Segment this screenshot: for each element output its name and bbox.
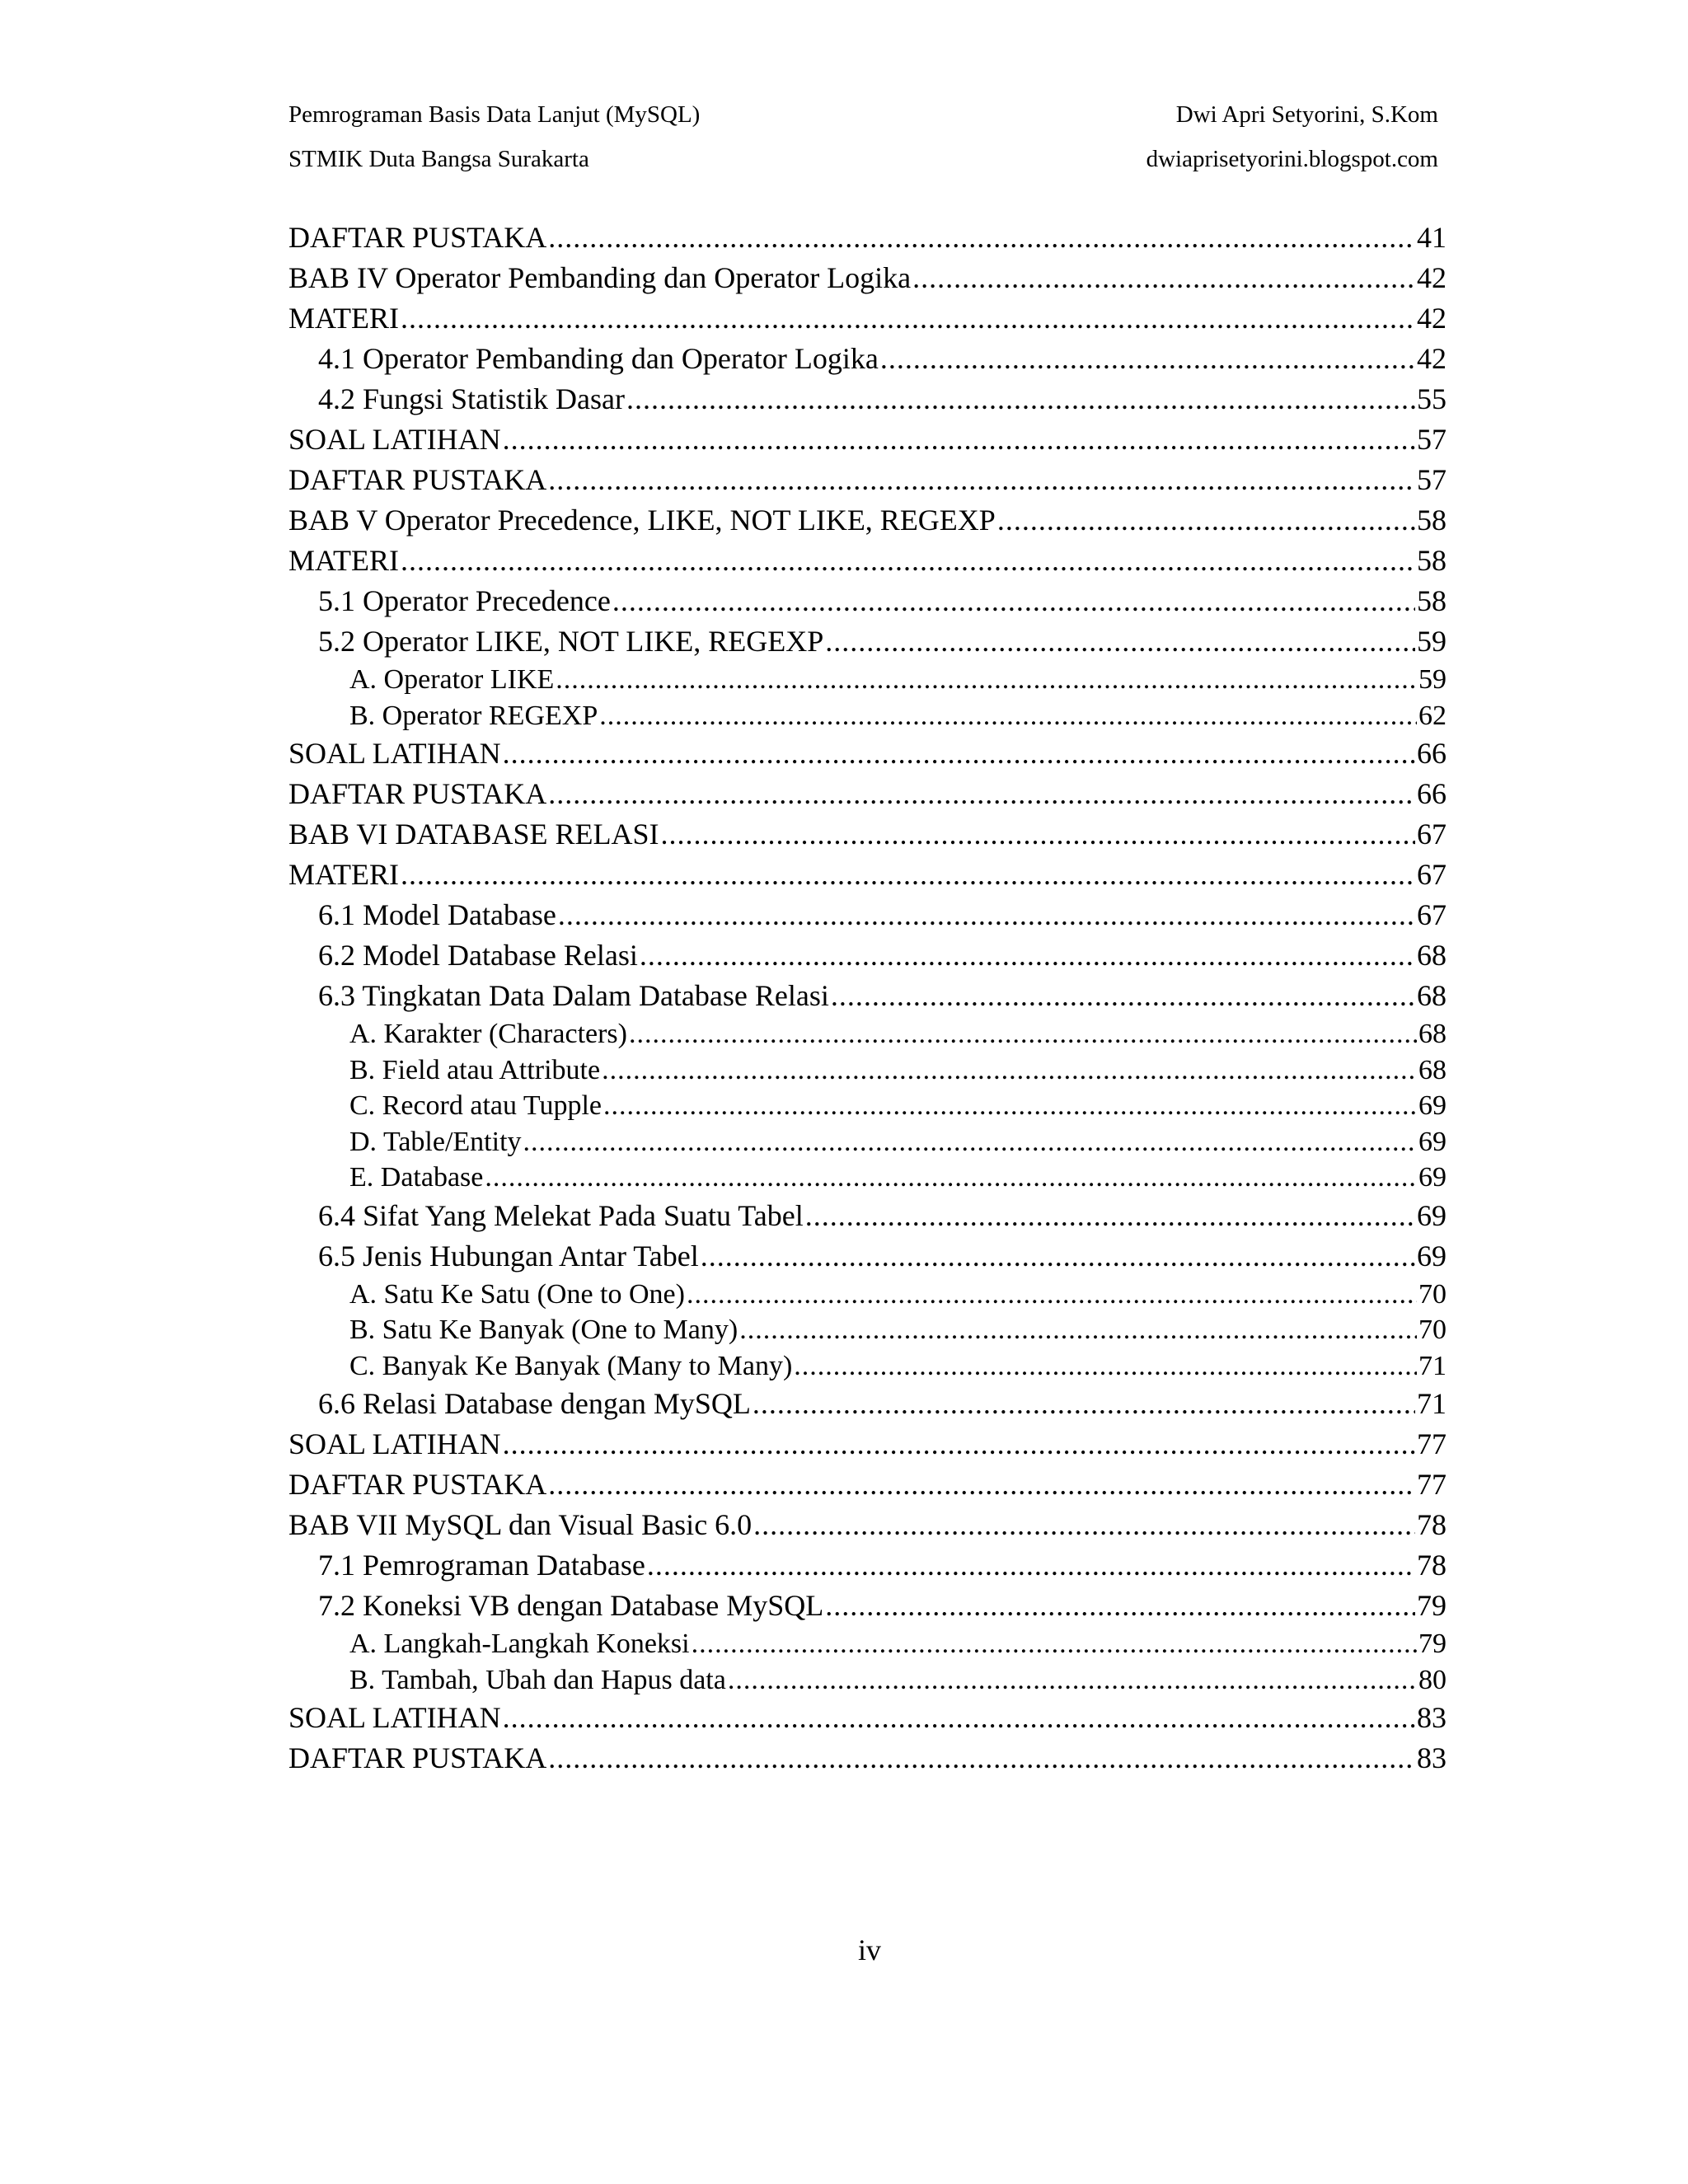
toc-entry-title: 5.2 Operator LIKE, NOT LIKE, REGEXP <box>318 625 824 658</box>
dot-leader <box>692 1626 1417 1662</box>
toc-entry-page: 67 <box>1417 898 1447 931</box>
toc-entry-page: 83 <box>1417 1741 1447 1774</box>
author-name: Dwi Apri Setyorini, S.Kom <box>1175 101 1438 128</box>
dot-leader <box>728 1662 1417 1699</box>
toc-entry-page: 66 <box>1417 737 1447 770</box>
toc-entry[interactable] <box>288 541 1447 581</box>
toc-entry-title: 6.5 Jenis Hubungan Antar Tabel <box>318 1239 699 1272</box>
dot-leader <box>739 1312 1417 1348</box>
toc-entry-page: 58 <box>1417 504 1447 537</box>
toc-entry-page: 79 <box>1418 1629 1447 1659</box>
toc-entry[interactable] <box>288 1277 1447 1313</box>
toc-entry-page: 69 <box>1417 1239 1447 1272</box>
toc-entry[interactable] <box>288 814 1447 855</box>
toc-entry-title: B. Field atau Attribute <box>349 1054 601 1085</box>
toc-entry[interactable] <box>288 419 1447 460</box>
toc-entry[interactable] <box>288 1662 1447 1699</box>
toc-entry[interactable] <box>288 339 1447 379</box>
toc-entry[interactable] <box>288 1052 1447 1089</box>
toc-entry[interactable] <box>288 1016 1447 1052</box>
dot-leader <box>701 1236 1415 1277</box>
toc-entry-title: MATERI <box>288 544 399 577</box>
toc-entry-page: 78 <box>1417 1508 1447 1541</box>
toc-entry[interactable] <box>288 1236 1447 1277</box>
toc-entry[interactable] <box>288 1312 1447 1348</box>
toc-entry[interactable] <box>288 258 1447 298</box>
dot-leader <box>503 1424 1415 1465</box>
dot-leader <box>831 976 1415 1016</box>
dot-leader <box>603 1088 1417 1124</box>
toc-entry-title: SOAL LATIHAN <box>288 423 501 456</box>
dot-leader <box>401 541 1415 581</box>
page-number: iv <box>857 1933 881 1966</box>
dot-leader <box>687 1277 1417 1313</box>
toc-entry-title: 6.4 Sifat Yang Melekat Pada Suatu Tabel <box>318 1198 804 1232</box>
toc-entry-page: 68 <box>1417 979 1447 1012</box>
toc-entry[interactable] <box>288 218 1447 258</box>
toc-entry-title: 6.6 Relasi Database dengan MySQL <box>318 1387 751 1420</box>
toc-entry-page: 71 <box>1417 1387 1447 1420</box>
toc-entry[interactable] <box>288 935 1447 976</box>
dot-leader <box>558 895 1415 935</box>
toc-entry-page: 42 <box>1417 261 1447 294</box>
dot-leader <box>753 1384 1415 1424</box>
toc-entry[interactable] <box>288 1196 1447 1236</box>
toc-entry[interactable] <box>288 1424 1447 1465</box>
toc-entry-page: 42 <box>1417 342 1447 375</box>
dot-leader <box>794 1348 1417 1385</box>
toc-entry-title: C. Record atau Tupple <box>349 1090 602 1121</box>
toc-entry-title: A. Operator LIKE <box>349 664 555 695</box>
toc-entry[interactable] <box>288 1348 1447 1385</box>
dot-leader <box>880 339 1415 379</box>
dot-leader <box>825 621 1415 662</box>
dot-leader <box>612 581 1415 621</box>
dot-leader <box>485 1160 1417 1196</box>
toc-entry[interactable] <box>288 662 1447 698</box>
table-of-contents <box>288 218 1447 1779</box>
dot-leader <box>661 814 1416 855</box>
dot-leader <box>548 1738 1415 1779</box>
toc-entry[interactable] <box>288 1586 1447 1626</box>
dot-leader <box>523 1124 1417 1160</box>
toc-entry-title: BAB VI DATABASE RELASI <box>288 818 659 851</box>
dot-leader <box>548 460 1415 500</box>
toc-entry-page: 57 <box>1417 463 1447 496</box>
toc-entry-page: 57 <box>1417 423 1447 456</box>
dot-leader <box>503 419 1415 460</box>
toc-entry-title: 7.2 Koneksi VB dengan Database MySQL <box>318 1589 824 1622</box>
dot-leader <box>548 218 1415 258</box>
toc-entry-page: 70 <box>1418 1278 1447 1310</box>
toc-entry[interactable] <box>288 581 1447 621</box>
toc-entry-page: 77 <box>1417 1468 1447 1501</box>
toc-entry[interactable] <box>288 500 1447 541</box>
dot-leader <box>602 1052 1417 1089</box>
toc-entry-title: MATERI <box>288 858 399 891</box>
toc-entry[interactable] <box>288 698 1447 734</box>
toc-entry-title: SOAL LATIHAN <box>288 1427 501 1460</box>
toc-entry[interactable] <box>288 774 1447 814</box>
dot-leader <box>401 298 1415 339</box>
toc-entry-page: 69 <box>1417 1198 1447 1232</box>
toc-entry-page: 83 <box>1417 1701 1447 1734</box>
dot-leader <box>629 1016 1417 1052</box>
toc-entry-title: 6.2 Model Database Relasi <box>318 939 638 972</box>
toc-entry[interactable] <box>288 1698 1447 1738</box>
toc-entry-page: 67 <box>1417 818 1447 851</box>
author-blog: dwiaprisetyorini.blogspot.com <box>1146 146 1438 172</box>
toc-entry-title: A. Satu Ke Satu (One to One) <box>349 1278 685 1310</box>
toc-entry-title: SOAL LATIHAN <box>288 737 501 770</box>
toc-entry-page: 59 <box>1417 625 1447 658</box>
dot-leader <box>647 1545 1415 1586</box>
toc-entry[interactable] <box>288 298 1447 339</box>
toc-entry-title: C. Banyak Ke Banyak (Many to Many) <box>349 1350 793 1381</box>
toc-entry-page: 71 <box>1418 1350 1447 1381</box>
course-title: Pemrograman Basis Data Lanjut (MySQL) <box>288 101 701 128</box>
toc-entry[interactable] <box>288 733 1447 774</box>
toc-entry[interactable] <box>288 1088 1447 1124</box>
toc-entry[interactable] <box>288 1124 1447 1160</box>
toc-entry-title: A. Langkah-Langkah Koneksi <box>349 1629 690 1659</box>
dot-leader <box>805 1196 1415 1236</box>
toc-entry-title: 6.1 Model Database <box>318 898 556 931</box>
toc-entry-title: BAB VII MySQL dan Visual Basic 6.0 <box>288 1508 753 1541</box>
toc-entry-page: 62 <box>1418 700 1447 731</box>
dot-leader <box>626 379 1415 419</box>
toc-entry-title: 7.1 Pemrograman Database <box>318 1549 645 1582</box>
toc-entry-title: BAB IV Operator Pembanding dan Operator Logika <box>288 261 912 294</box>
toc-entry[interactable] <box>288 1160 1447 1196</box>
toc-entry-title: DAFTAR PUSTAKA <box>288 1468 547 1501</box>
header-right <box>1146 92 1438 181</box>
dot-leader <box>548 774 1415 814</box>
toc-entry[interactable] <box>288 460 1447 500</box>
toc-entry[interactable] <box>288 1465 1447 1505</box>
toc-entry-title: DAFTAR PUSTAKA <box>288 221 547 254</box>
toc-entry-title: MATERI <box>288 302 399 335</box>
toc-entry-title: B. Satu Ke Banyak (One to Many) <box>349 1315 738 1345</box>
toc-entry-title: DAFTAR PUSTAKA <box>288 1741 547 1774</box>
toc-entry[interactable] <box>288 1545 1447 1586</box>
toc-entry-page: 68 <box>1417 939 1447 972</box>
dot-leader <box>825 1586 1415 1626</box>
toc-entry-page: 58 <box>1417 584 1447 617</box>
dot-leader <box>401 855 1415 895</box>
toc-entry[interactable] <box>288 1626 1447 1662</box>
dot-leader <box>912 258 1415 298</box>
institution-name: STMIK Duta Bangsa Surakarta <box>288 146 589 172</box>
toc-entry-page: 70 <box>1418 1315 1447 1345</box>
toc-entry-title: B. Operator REGEXP <box>349 700 598 731</box>
toc-entry-title: E. Database <box>349 1162 484 1193</box>
dot-leader <box>753 1505 1415 1545</box>
toc-entry-page: 42 <box>1417 302 1447 335</box>
toc-entry[interactable] <box>288 976 1447 1016</box>
toc-entry-page: 58 <box>1417 544 1447 577</box>
toc-entry-page: 69 <box>1418 1126 1447 1157</box>
toc-entry-page: 68 <box>1418 1054 1447 1085</box>
toc-entry-title: 4.2 Fungsi Statistik Dasar <box>318 382 626 415</box>
toc-entry-page: 59 <box>1418 664 1447 695</box>
toc-entry-page: 80 <box>1418 1664 1447 1695</box>
dot-leader <box>599 698 1417 734</box>
toc-entry-page: 68 <box>1418 1019 1447 1049</box>
toc-entry[interactable] <box>288 895 1447 935</box>
toc-entry-title: SOAL LATIHAN <box>288 1701 501 1734</box>
dot-leader <box>640 935 1415 976</box>
toc-entry[interactable] <box>288 1505 1447 1545</box>
toc-entry-title: A. Karakter (Characters) <box>349 1019 627 1049</box>
toc-entry[interactable] <box>288 379 1447 419</box>
toc-entry-title: BAB V Operator Precedence, LIKE, NOT LIKE, REGEXP <box>288 504 996 537</box>
toc-entry-title: B. Tambah, Ubah dan Hapus data <box>349 1664 726 1695</box>
toc-entry-title: DAFTAR PUSTAKA <box>288 463 547 496</box>
toc-entry-title: 4.1 Operator Pembanding dan Operator Logika <box>318 342 879 375</box>
page-header <box>288 92 1438 181</box>
toc-entry-page: 79 <box>1417 1589 1447 1622</box>
header-left <box>288 92 700 181</box>
toc-entry-page: 69 <box>1418 1090 1447 1121</box>
toc-entry-page: 55 <box>1417 382 1447 415</box>
toc-entry-page: 77 <box>1417 1427 1447 1460</box>
toc-entry[interactable] <box>288 855 1447 895</box>
dot-leader <box>548 1465 1415 1505</box>
dot-leader <box>503 733 1415 774</box>
toc-entry-title: 5.1 Operator Precedence <box>318 584 611 617</box>
toc-entry-title: D. Table/Entity <box>349 1126 522 1157</box>
toc-entry-page: 78 <box>1417 1549 1447 1582</box>
toc-entry-title: 6.3 Tingkatan Data Dalam Database Relasi <box>318 979 829 1012</box>
toc-entry-title: DAFTAR PUSTAKA <box>288 777 547 810</box>
toc-entry[interactable] <box>288 621 1447 662</box>
toc-entry[interactable] <box>288 1384 1447 1424</box>
toc-entry[interactable] <box>288 1738 1447 1779</box>
dot-leader <box>503 1698 1415 1738</box>
dot-leader <box>556 662 1417 698</box>
dot-leader <box>997 500 1415 541</box>
toc-entry-page: 66 <box>1417 777 1447 810</box>
toc-entry-page: 41 <box>1417 221 1447 254</box>
toc-entry-page: 69 <box>1418 1162 1447 1193</box>
toc-entry-page: 67 <box>1417 858 1447 891</box>
